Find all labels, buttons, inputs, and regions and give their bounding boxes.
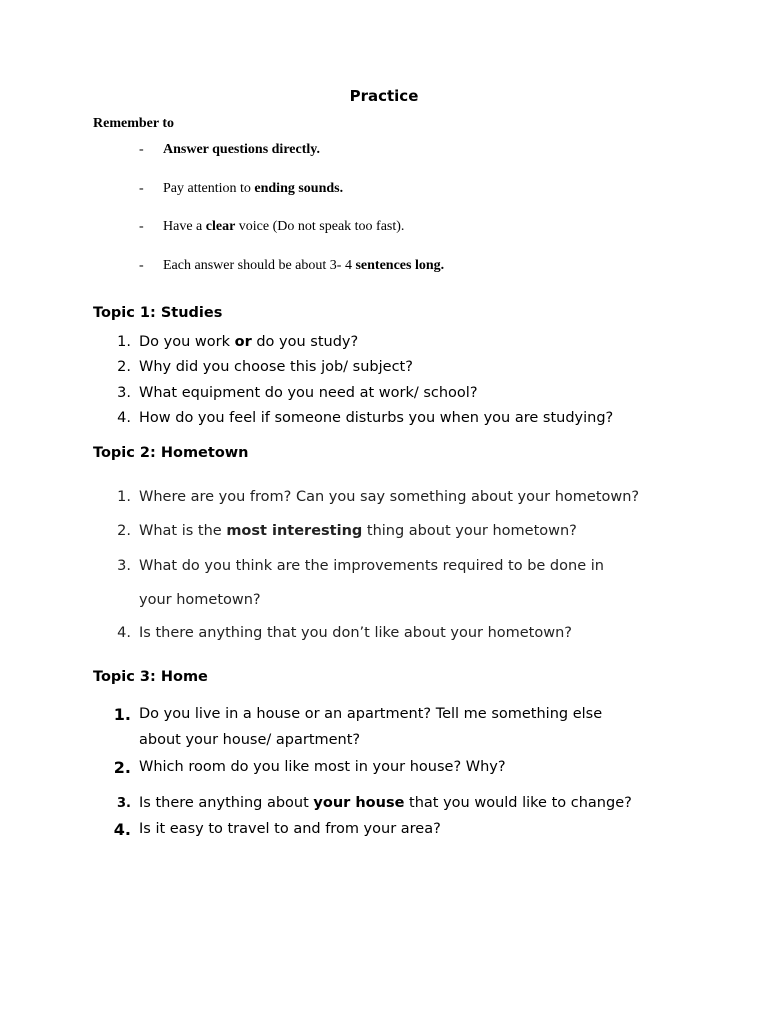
topic-3-question-1-line-2: about your house/ apartment? xyxy=(139,732,361,748)
topic-3-question-4: Is it easy to travel to and from your area? xyxy=(139,821,441,837)
topic-2-question-3-line-1: What do you think are the improvements required to be done in xyxy=(139,558,604,574)
topic-1-heading: Topic 1: Studies xyxy=(93,305,223,321)
list-number: 3. xyxy=(117,385,131,401)
topic-3-question-3: Is there anything about your house that you would like to change? xyxy=(139,795,632,811)
bullet-dash: - xyxy=(139,142,144,157)
topic-3-question-2: Which room do you like most in your house? Why? xyxy=(139,759,506,775)
topic-1-question-4: How do you feel if someone disturbs you when you are studying? xyxy=(139,410,614,426)
bullet-dash: - xyxy=(139,181,144,196)
bullet-dash: - xyxy=(139,258,144,273)
topic-2-question-1: Where are you from? Can you say something about your hometown? xyxy=(139,489,640,505)
topic-2-question-2: What is the most interesting thing about your hometown? xyxy=(139,523,577,539)
topic-1-question-3: What equipment do you need at work/ school? xyxy=(139,385,478,401)
topic-2-heading: Topic 2: Hometown xyxy=(93,445,249,461)
topic-2-question-3-line-2: your hometown? xyxy=(139,592,261,608)
bullet-dash: - xyxy=(139,219,144,234)
list-number: 2. xyxy=(117,359,131,375)
remember-item-1: Answer questions directly. xyxy=(163,142,320,157)
page-title: Practice xyxy=(349,87,419,105)
list-number: 1. xyxy=(117,334,131,350)
list-number: 3. xyxy=(117,558,131,574)
list-number: 1. xyxy=(113,705,131,724)
list-number: 1. xyxy=(117,489,131,505)
list-number: 2. xyxy=(117,523,131,539)
topic-1-question-2: Why did you choose this job/ subject? xyxy=(139,359,413,375)
topic-3-heading: Topic 3: Home xyxy=(93,669,208,685)
remember-item-2: Pay attention to ending sounds. xyxy=(163,181,344,196)
list-number: 4. xyxy=(117,625,131,641)
list-number: 2. xyxy=(113,758,131,777)
topic-2-question-4: Is there anything that you don’t like about your hometown? xyxy=(139,625,572,641)
list-number: 4. xyxy=(113,820,131,839)
topic-1-question-1: Do you work or do you study? xyxy=(139,334,359,350)
remember-item-3: Have a clear voice (Do not speak too fast). xyxy=(163,219,405,234)
remember-item-4: Each answer should be about 3- 4 sentences long. xyxy=(163,258,445,273)
list-number: 3. xyxy=(117,796,131,811)
remember-heading: Remember to xyxy=(93,116,174,131)
topic-3-question-1-line-1: Do you live in a house or an apartment? Tell me something else xyxy=(139,706,603,722)
list-number: 4. xyxy=(117,410,131,426)
